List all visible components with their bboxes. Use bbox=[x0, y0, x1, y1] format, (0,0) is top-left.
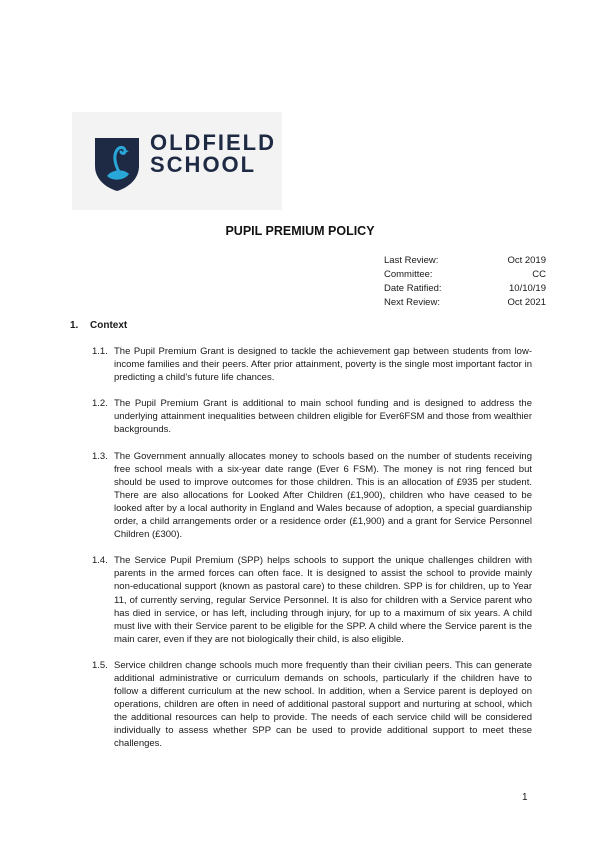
meta-value: Oct 2019 bbox=[507, 255, 546, 266]
paragraph-1-4 bbox=[92, 554, 532, 646]
meta-row-date-ratified bbox=[384, 282, 546, 296]
meta-row-committee bbox=[384, 268, 546, 282]
paragraph-number: 1.5. bbox=[92, 659, 108, 671]
school-logo bbox=[72, 112, 282, 210]
meta-label: Last Review: bbox=[384, 255, 439, 266]
paragraph-number: 1.4. bbox=[92, 555, 108, 567]
paragraph-text: The Pupil Premium Grant is additional to main school funding and is designed to address the underlying attainment inequalities between children eligible for Ever6FSM and those from wealthier backgrounds. bbox=[114, 398, 532, 436]
meta-row-last-review bbox=[384, 254, 546, 268]
meta-value: CC bbox=[532, 269, 546, 280]
paragraph-text: The Government annually allocates money to schools based on the number of students receiving free school meals with a six-year date range (Ever 6 FSM). The money is not ring fenced but should be used to improve outcomes for those children. This is an allocation of £935 per student. There are also allocations for Looked After Children (£1,900), children who have ceased to be looked after by a local authority in England and Wales because of adoption, a special guardianship order, a child arrangements order or a residence order (£1,900) and a grant for Service Personnel Children (£300). bbox=[114, 450, 532, 541]
meta-label: Next Review: bbox=[384, 297, 440, 308]
review-metadata bbox=[384, 254, 546, 310]
paragraph-1-3 bbox=[92, 450, 532, 542]
paragraph-number: 1.1. bbox=[92, 346, 108, 357]
meta-value: 10/10/19 bbox=[509, 283, 546, 294]
paragraph-text: The Pupil Premium Grant is designed to tackle the achievement gap between students from low-income families and their peers. After prior attainment, poverty is the single most important factor in predicting a child’s future life chances. bbox=[114, 346, 532, 384]
swan-crest-icon bbox=[93, 136, 141, 192]
paragraph-1-5 bbox=[92, 659, 532, 751]
paragraph-1-1 bbox=[92, 345, 532, 384]
paragraph-list bbox=[92, 345, 532, 764]
meta-row-next-review bbox=[384, 296, 546, 310]
section-number: 1. bbox=[70, 320, 79, 331]
paragraph-text: The Service Pupil Premium (SPP) helps schools to support the unique challenges children with parents in the armed forces can often face. It is designed to assist the school to provide mainly non-educational support (known as pastoral care) to these children. SPP is for children, up to Year 11, of currently serving, regular Service Personnel. It is also for children with a Service parent who has died in service, or has left, including through injury, for up to a maximum of six years. A child must live with their Service parent to be eligible for the SPP. A child where the Service parent is the main carer, even if they are not biologically their child, is also eligible. bbox=[114, 555, 532, 645]
section-title: Context bbox=[90, 320, 128, 331]
page-number: 1 bbox=[522, 792, 528, 803]
meta-label: Committee: bbox=[384, 269, 433, 280]
paragraph-number: 1.3. bbox=[92, 450, 108, 462]
school-name-line1: OLDFIELD bbox=[150, 130, 276, 155]
section-heading bbox=[70, 320, 127, 331]
school-name-line2: SCHOOL bbox=[150, 152, 257, 177]
meta-value: Oct 2021 bbox=[507, 297, 546, 308]
paragraph-text: Service children change schools much more frequently than their civilian peers. This can generate additional administrative or curriculum demands on schools, particularly if the children have to follow a different curriculum at the new school. In addition, when a Service parent is deployed on operations, children are often in need of additional pastoral support and nurturing at school, which the additional resources can help to provide. The needs of each service child will be considered individually to assess whether SPP can be used to provide additional support to meet these challenges. bbox=[114, 659, 532, 750]
paragraph-number: 1.2. bbox=[92, 398, 108, 410]
document-title: PUPIL PREMIUM POLICY bbox=[225, 224, 375, 238]
paragraph-1-2 bbox=[92, 397, 532, 436]
school-name bbox=[150, 132, 276, 176]
meta-label: Date Ratified: bbox=[384, 283, 442, 294]
